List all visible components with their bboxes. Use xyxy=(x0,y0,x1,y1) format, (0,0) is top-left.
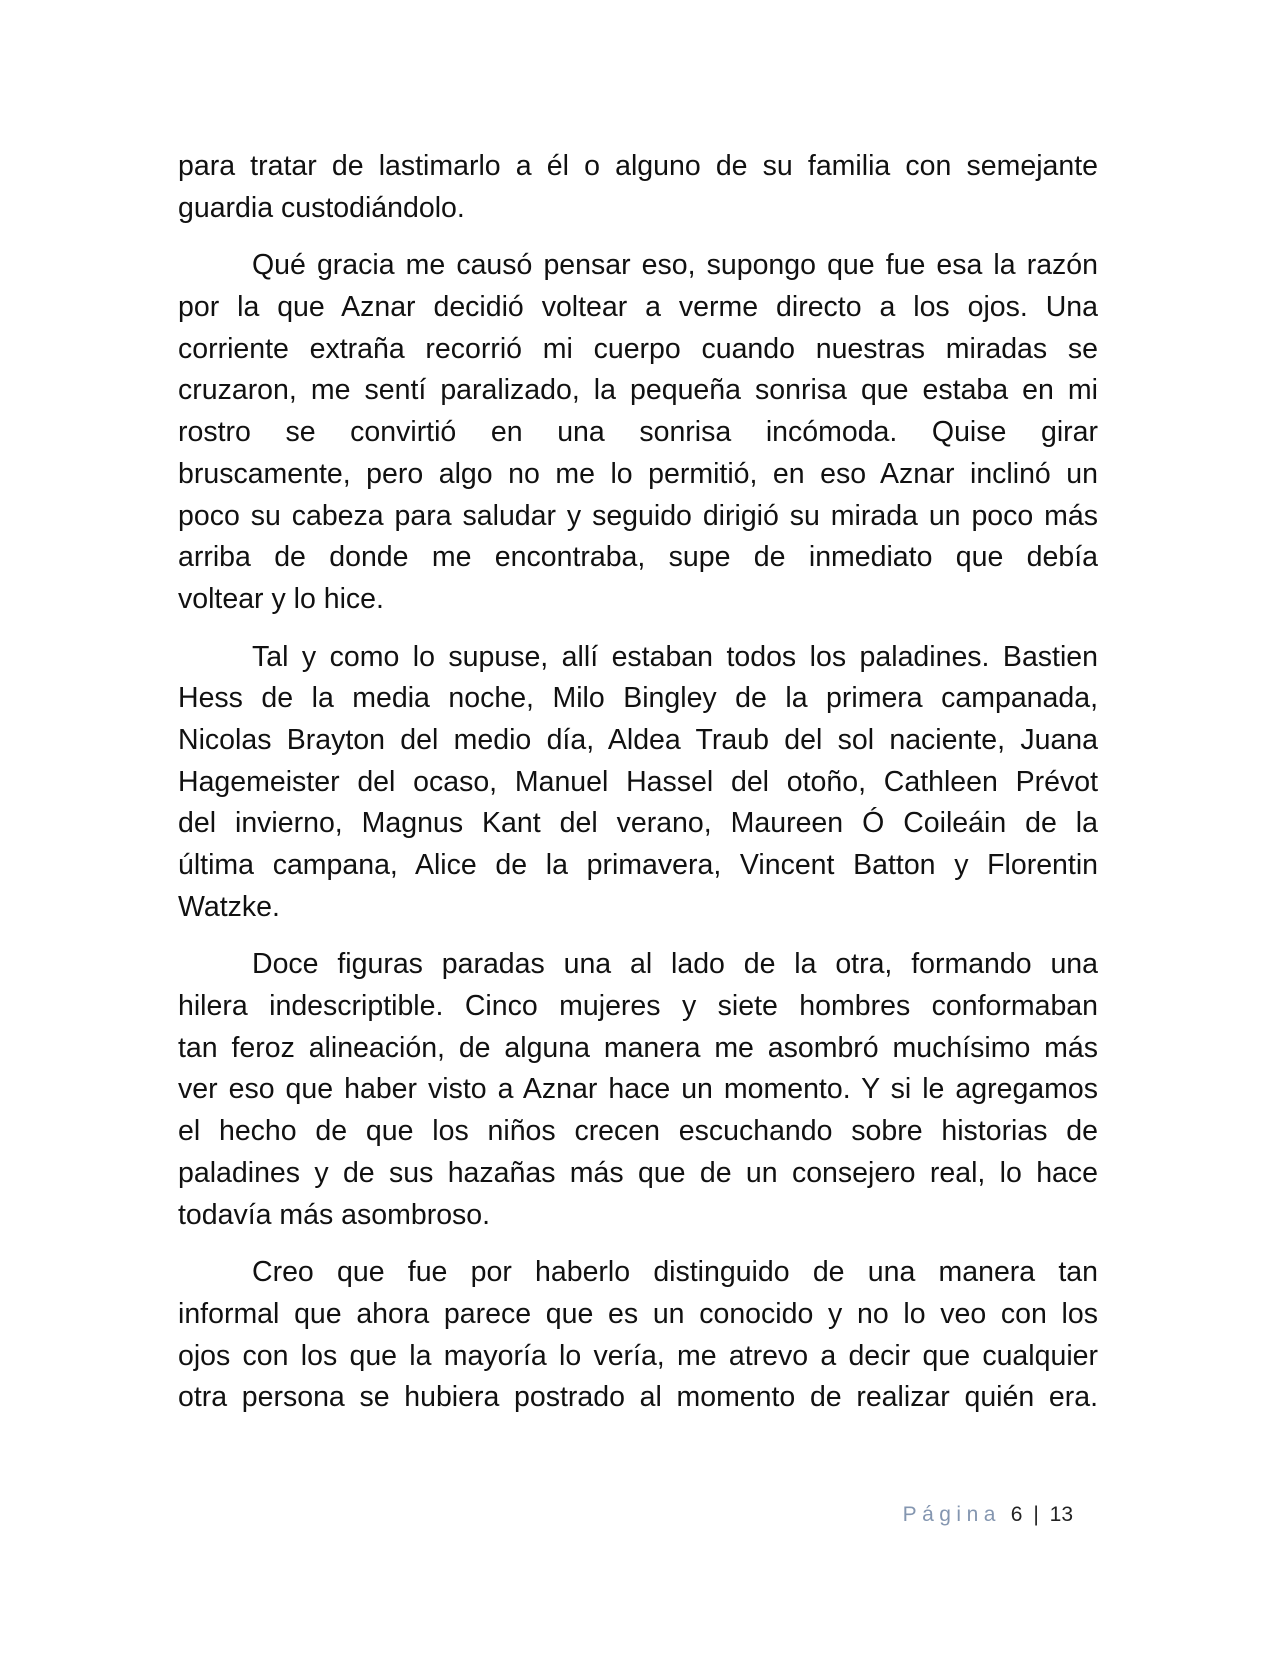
text-line: Hagemeister del ocaso, Manuel Hassel del otoño, Cathleen Prévot xyxy=(178,765,1098,798)
text-line: voltear y lo hice. xyxy=(178,582,384,615)
text-line: por la que Aznar decidió voltear a verme directo a los ojos. Una xyxy=(178,291,1098,324)
body-text xyxy=(178,146,1098,1435)
text-line: del invierno, Magnus Kant del verano, Maureen Ó Coileáin de la xyxy=(178,807,1098,840)
text-line: Nicolas Brayton del medio día, Aldea Traub del sol naciente, Juana xyxy=(178,723,1098,756)
text-line: tan feroz alineación, de alguna manera me asombró muchísimo más xyxy=(178,1031,1098,1064)
paragraph xyxy=(178,944,1098,1236)
text-line: Creo que fue por haberlo distinguido de una manera tan xyxy=(252,1256,1098,1289)
text-line: guardia custodiándolo. xyxy=(178,191,465,224)
text-line: bruscamente, pero algo no me lo permitió, en eso Aznar inclinó un xyxy=(178,457,1098,490)
text-line: arriba de donde me encontraba, supe de inmediato que debía xyxy=(178,541,1098,574)
text-line: poco su cabeza para saludar y seguido dirigió su mirada un poco más xyxy=(178,499,1098,532)
text-line: cruzaron, me sentí paralizado, la pequeña sonrisa que estaba en mi xyxy=(178,374,1098,407)
text-line: hilera indescriptible. Cinco mujeres y siete hombres conformaban xyxy=(178,990,1098,1023)
page-separator: | xyxy=(1033,1503,1039,1526)
paragraph xyxy=(178,1252,1098,1419)
paragraph xyxy=(178,146,1098,229)
text-line: rostro se convirtió en una sonrisa incómoda. Quise girar xyxy=(178,416,1098,449)
text-line: última campana, Alice de la primavera, Vincent Batton y Florentin xyxy=(178,849,1098,881)
text-line: Doce figuras paradas una al lado de la otra, formando una xyxy=(252,948,1098,981)
text-line: corriente extraña recorrió mi cuerpo cuando nuestras miradas se xyxy=(178,332,1098,365)
text-line: Hess de la media noche, Milo Bingley de la primera campanada, xyxy=(178,682,1098,715)
text-line: todavía más asombroso. xyxy=(178,1198,491,1231)
paragraph xyxy=(178,637,1098,929)
page-footer xyxy=(0,1500,1073,1530)
total-pages-number: 13 xyxy=(1049,1503,1073,1526)
text-line: para tratar de lastimarlo a él o alguno de su familia con semejante xyxy=(178,150,1098,182)
text-line: Watzke. xyxy=(178,890,280,923)
paragraph xyxy=(178,245,1098,620)
text-line: el hecho de que los niños crecen escuchando sobre historias de xyxy=(178,1115,1098,1148)
current-page-number: 6 xyxy=(1010,1503,1023,1526)
text-line: paladines y de sus hazañas más que de un consejero real, lo hace xyxy=(178,1156,1098,1189)
text-line: ojos con los que la mayoría lo vería, me atrevo a decir que cualquier xyxy=(178,1339,1098,1372)
text-line: Qué gracia me causó pensar eso, supongo que fue esa la razón xyxy=(252,249,1098,282)
text-line: otra persona se hubiera postrado al momento de realizar quién era. xyxy=(178,1381,1098,1414)
text-line: ver eso que haber visto a Aznar hace un momento. Y si le agregamos xyxy=(178,1073,1098,1106)
text-line: informal que ahora parece que es un conocido y no lo veo con los xyxy=(178,1297,1098,1330)
text-line: Tal y como lo supuse, allí estaban todos los paladines. Bastien xyxy=(252,640,1098,673)
page-label: Página xyxy=(902,1503,1001,1526)
